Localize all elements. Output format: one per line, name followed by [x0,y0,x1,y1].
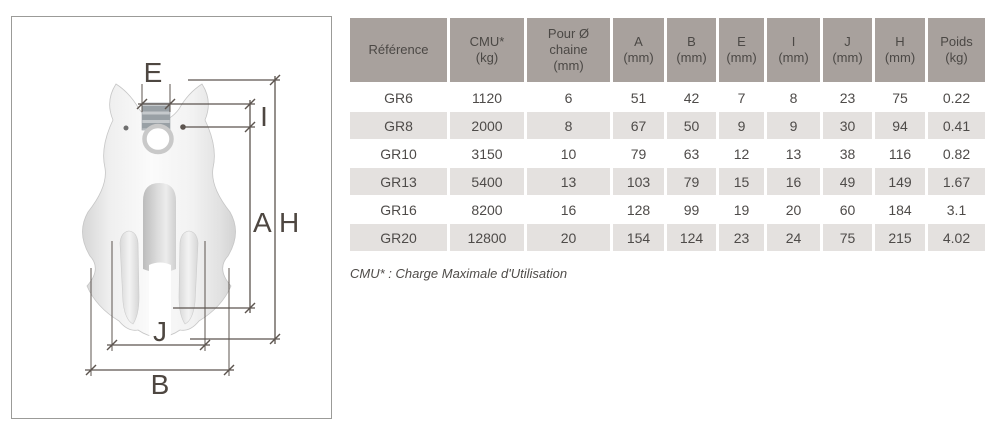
cell-value: 15 [719,168,767,196]
hook-body [82,84,235,346]
cell-value: 9 [767,112,823,140]
cmu-footnote: CMU* : Charge Maximale d'Utilisation [350,266,568,281]
cell-reference: GR6 [350,84,450,112]
table-row-gr16 [350,196,985,224]
cell-value: 6 [527,84,613,112]
col-header-I: I (mm) [767,18,823,84]
label-H: H [279,207,300,238]
cell-value: 7 [719,84,767,112]
hook-shank [143,183,176,273]
cell-value: 20 [527,224,613,252]
cell-value: 24 [767,224,823,252]
cell-value: 149 [875,168,928,196]
cell-value: 38 [823,140,875,168]
label-E: E [143,57,163,88]
cell-value: 116 [875,140,928,168]
cell-value: 3150 [450,140,527,168]
cell-value: 184 [875,196,928,224]
col-header-J: J (mm) [823,18,875,84]
cell-value: 0.41 [928,112,985,140]
technical-drawing-box [11,16,332,419]
cell-value: 4.02 [928,224,985,252]
cell-value: 51 [613,84,667,112]
cell-reference: GR16 [350,196,450,224]
cell-value: 13 [767,140,823,168]
cell-value: 1120 [450,84,527,112]
col-header-A: A (mm) [613,18,667,84]
cell-value: 67 [613,112,667,140]
cell-value: 0.82 [928,140,985,168]
col-header-reference: Référence [350,18,450,84]
cell-value: 124 [667,224,719,252]
col-header-H: H (mm) [875,18,928,84]
cell-value: 8 [527,112,613,140]
cell-value: 19 [719,196,767,224]
cell-value: 103 [613,168,667,196]
cell-value: 16 [767,168,823,196]
table-row-gr8 [350,112,985,140]
cell-value: 16 [527,196,613,224]
table-row-gr6 [350,84,985,112]
cell-value: 49 [823,168,875,196]
cell-reference: GR13 [350,168,450,196]
grab-hook-illustration [12,17,331,418]
cell-value: 10 [527,140,613,168]
spec-table [350,18,985,252]
label-I: I [260,101,268,132]
cell-value: 3.1 [928,196,985,224]
cell-value: 2000 [450,112,527,140]
cell-value: 1.67 [928,168,985,196]
cell-value: 63 [667,140,719,168]
col-header-poids: Poids (kg) [928,18,985,84]
cell-value: 128 [613,196,667,224]
table-row-gr20 [350,224,985,252]
cell-reference: GR8 [350,112,450,140]
cell-value: 12 [719,140,767,168]
cell-value: 79 [667,168,719,196]
label-J: J [153,316,167,347]
cell-value: 23 [823,84,875,112]
col-header-E: E (mm) [719,18,767,84]
cell-value: 8200 [450,196,527,224]
col-header-cmu: CMU* (kg) [450,18,527,84]
label-B: B [150,369,170,400]
eye-hole [145,126,172,152]
header-row [350,18,985,84]
cell-value: 75 [875,84,928,112]
rivet-dot [124,126,129,131]
cell-value: 94 [875,112,928,140]
cell-value: 8 [767,84,823,112]
cell-value: 30 [823,112,875,140]
cell-value: 154 [613,224,667,252]
cell-reference: GR20 [350,224,450,252]
cell-value: 79 [613,140,667,168]
table-row-gr10 [350,140,985,168]
cell-value: 42 [667,84,719,112]
cell-value: 0.22 [928,84,985,112]
cell-value: 23 [719,224,767,252]
cell-value: 215 [875,224,928,252]
cell-value: 13 [527,168,613,196]
cell-value: 75 [823,224,875,252]
col-header-B: B (mm) [667,18,719,84]
cell-value: 20 [767,196,823,224]
cell-value: 9 [719,112,767,140]
cell-value: 99 [667,196,719,224]
cell-value: 50 [667,112,719,140]
spec-table-container [350,18,985,252]
table-row-gr13 [350,168,985,196]
label-A: A [253,207,272,238]
cell-value: 60 [823,196,875,224]
cell-value: 12800 [450,224,527,252]
cell-value: 5400 [450,168,527,196]
cell-reference: GR10 [350,140,450,168]
col-header-chain-diameter: Pour Ø chaine (mm) [527,18,613,84]
